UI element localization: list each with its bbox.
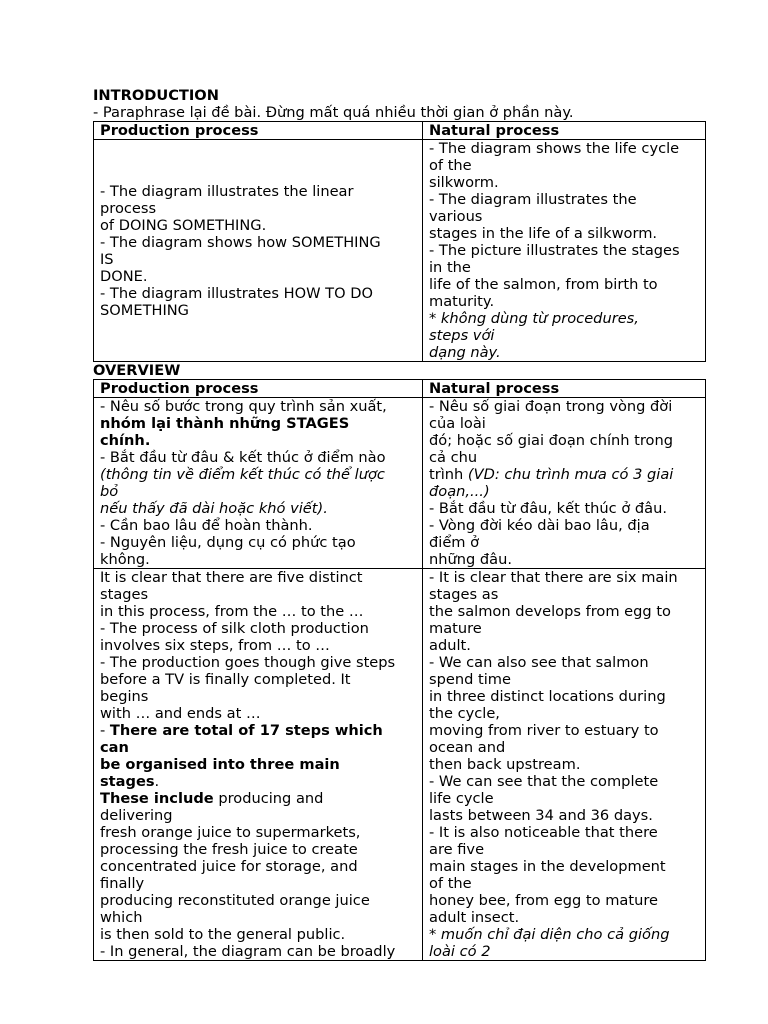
text-line: main stages in the development — [429, 858, 666, 875]
text-run: There are total of 17 steps which — [109, 722, 383, 739]
text-line: - The diagram illustrates the — [429, 191, 637, 208]
text-line: - The diagram illustrates the linear — [100, 182, 354, 200]
text-line: cả chu — [429, 449, 478, 466]
text-line: - The diagram shows the life cycle — [429, 140, 680, 157]
overview-table-header — [94, 380, 706, 398]
text-line: concentrated juice for storage, and — [100, 858, 358, 875]
text-line: - The diagram illustrates HOW TO DO — [100, 284, 373, 302]
text-line: adult insect. — [429, 909, 520, 926]
text-line: process — [100, 199, 157, 217]
text-line: of the — [429, 157, 472, 174]
text-line: IS — [100, 250, 114, 268]
text-line: SOMETHING — [100, 301, 189, 319]
text-line: spend time — [429, 671, 511, 688]
text-run: trình — [429, 466, 468, 483]
header-natural-process: Natural process — [423, 122, 706, 140]
text-line: begins — [100, 688, 149, 705]
text-line: lasts between 34 and 36 days. — [429, 807, 653, 824]
text-line: - We can also see that salmon — [429, 654, 649, 671]
text-line: with … and ends at … — [100, 705, 261, 722]
text-line: - Vòng đời kéo dài bao lâu, địa — [429, 517, 650, 534]
text-line: producing reconstituted orange juice — [100, 892, 370, 909]
text-line: delivering — [100, 807, 173, 824]
text-line: - We can see that the complete — [429, 773, 659, 790]
intro-natural-cell — [423, 140, 706, 362]
text-line: of DOING SOMETHING. — [100, 216, 267, 234]
text-line: before a TV is finally completed. It — [100, 671, 351, 688]
text-run: (VD: chu trình mưa có 3 giai — [467, 466, 674, 483]
text-line: silkworm. — [429, 174, 499, 191]
text-line: honey bee, from egg to mature — [429, 892, 659, 909]
text-line: - The process of silk cloth production — [100, 620, 369, 637]
text-line: is then sold to the general public. — [100, 926, 346, 943]
text-line: - Nêu số giai đoạn trong vòng đời — [429, 398, 673, 415]
introduction-heading: INTRODUCTION — [93, 87, 219, 104]
text-line: - The picture illustrates the stages — [429, 242, 680, 259]
text-line: - In general, the diagram can be broadly — [100, 943, 396, 960]
text-line: không. — [100, 551, 150, 568]
overview-heading: OVERVIEW — [93, 362, 181, 379]
text-line: mature — [429, 620, 482, 637]
text-line: * không dùng từ procedures, — [429, 310, 639, 327]
introduction-note: - Paraphrase lại đề bài. Đừng mất quá nhiều thời gian ở phần này. — [93, 104, 574, 121]
text-line: stages — [100, 586, 149, 603]
header-production-process: Production process — [94, 122, 423, 140]
text-line — [100, 722, 416, 739]
text-line: - Nêu số bước trong quy trình sản xuất, — [100, 398, 387, 415]
overview-natural-example-cell — [423, 569, 706, 961]
text-line: be organised into three main — [100, 756, 340, 773]
text-line — [100, 773, 416, 790]
text-line: - The production goes though give steps — [100, 654, 396, 671]
text-line: stages as — [429, 586, 499, 603]
text-run: . — [154, 773, 160, 790]
text-line: - Cần bao lâu để hoàn thành. — [100, 517, 313, 534]
header-natural-process: Natural process — [423, 380, 706, 398]
text-line: nhóm lại thành những STAGES — [100, 415, 350, 432]
text-line: loài có 2 — [429, 943, 491, 960]
overview-production-guideline-cell — [94, 398, 423, 569]
document-page — [93, 87, 705, 961]
text-line: steps với — [429, 327, 495, 344]
text-line: finally — [100, 875, 145, 892]
text-run: stages — [100, 773, 155, 790]
text-line: - Nguyên liệu, dụng cụ có phức tạo — [100, 534, 356, 551]
text-line: đó; hoặc số giai đoạn chính trong — [429, 432, 673, 449]
text-line: in three distinct locations during — [429, 688, 666, 705]
text-line: chính. — [100, 432, 151, 449]
text-line: - It is also noticeable that there — [429, 824, 658, 841]
text-line: adult. — [429, 637, 471, 654]
text-run: These include — [100, 790, 214, 807]
text-line: of the — [429, 875, 472, 892]
text-run: - — [100, 722, 110, 739]
text-line: processing the fresh juice to create — [100, 841, 358, 858]
text-line: various — [429, 208, 483, 225]
overview-natural-guideline-cell — [423, 398, 706, 569]
text-line: đoạn,...) — [429, 483, 490, 500]
intro-production-cell — [94, 140, 423, 362]
text-line: ocean and — [429, 739, 506, 756]
introduction-table-row — [94, 140, 706, 362]
text-line: the cycle, — [429, 705, 500, 722]
text-line: - Bắt đầu từ đâu, kết thúc ở đâu. — [429, 500, 667, 517]
text-line: involves six steps, from … to … — [100, 637, 330, 654]
text-line — [429, 466, 699, 483]
text-line: can — [100, 739, 129, 756]
text-line: fresh orange juice to supermarkets, — [100, 824, 361, 841]
text-line: DONE. — [100, 267, 148, 285]
text-line: in this process, from the … to the … — [100, 603, 364, 620]
text-line: * muốn chỉ đại diện cho cả giống — [429, 926, 670, 943]
text-line: the salmon develops from egg to — [429, 603, 671, 620]
text-line — [100, 790, 416, 807]
text-line: điểm ở — [429, 534, 480, 551]
text-line: are five — [429, 841, 485, 858]
text-line: - It is clear that there are six main — [429, 569, 678, 586]
text-line: - The diagram shows how SOMETHING — [100, 233, 381, 251]
text-line: của loài — [429, 415, 486, 432]
overview-table — [93, 379, 706, 961]
text-line: moving from river to estuary to — [429, 722, 659, 739]
text-line: in the — [429, 259, 471, 276]
overview-production-example-cell — [94, 569, 423, 961]
text-line: maturity. — [429, 293, 495, 310]
text-line: dạng này. — [429, 344, 501, 361]
text-line: which — [100, 909, 143, 926]
text-line: stages in the life of a silkworm. — [429, 225, 658, 242]
text-line: then back upstream. — [429, 756, 581, 773]
text-line: nếu thấy đã dài hoặc khó viết). — [100, 500, 328, 517]
text-line: - Bắt đầu từ đâu & kết thúc ở điểm nào — [100, 449, 386, 466]
header-production-process: Production process — [94, 380, 423, 398]
text-line: (thông tin về điểm kết thúc có thể lược — [100, 466, 385, 483]
text-line: life of the salmon, from birth to — [429, 276, 658, 293]
text-line: những đâu. — [429, 551, 512, 568]
text-line: It is clear that there are five distinct — [100, 569, 363, 586]
text-line: bỏ — [100, 483, 119, 500]
overview-example-row — [94, 569, 706, 961]
text-line: life cycle — [429, 790, 494, 807]
text-run: producing and — [213, 790, 324, 807]
overview-guideline-row — [94, 398, 706, 569]
introduction-table-header — [94, 122, 706, 140]
introduction-table — [93, 121, 706, 362]
